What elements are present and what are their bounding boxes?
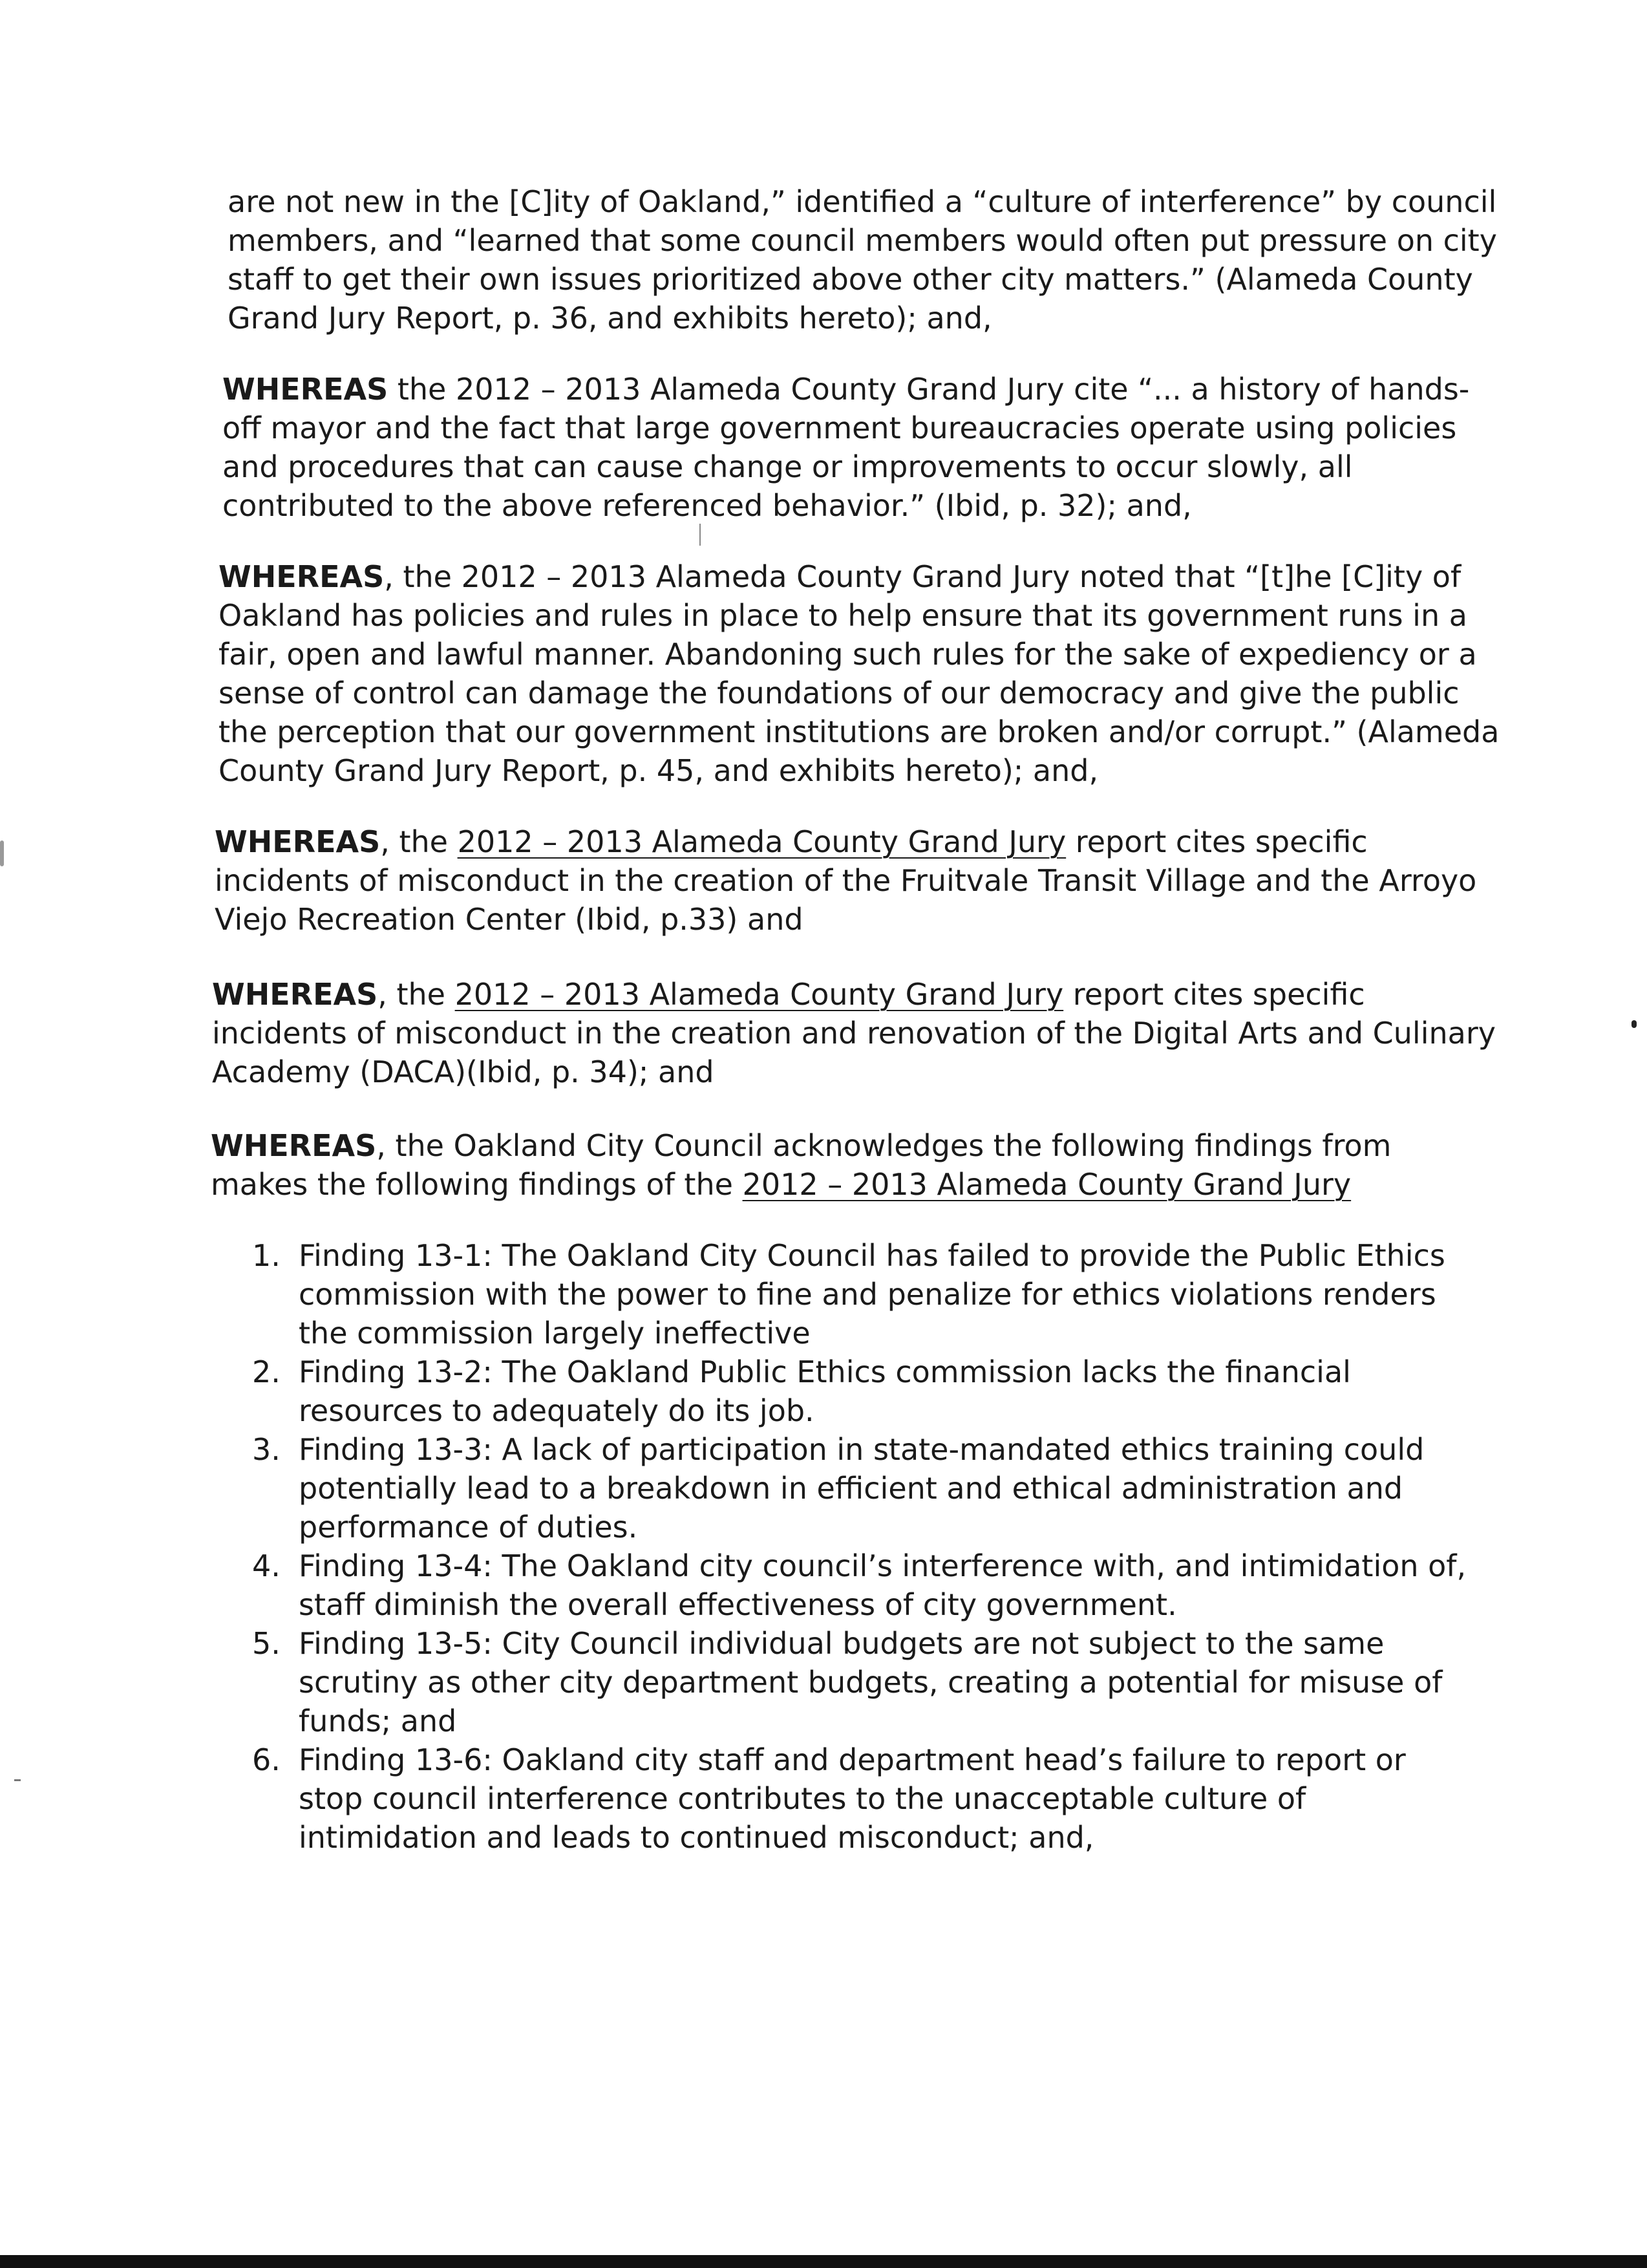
text-line: and procedures that can cause change or improvements to occur slowly, all bbox=[222, 449, 1353, 484]
text-line: County Grand Jury Report, p. 45, and exhibits hereto); and, bbox=[218, 753, 1099, 788]
finding-line: Finding 13-6: Oakland city staff and department head’s failure to report or bbox=[299, 1742, 1406, 1777]
scan-speck bbox=[1631, 1020, 1637, 1028]
finding-item bbox=[252, 1740, 1466, 1857]
text-fragment: makes the following findings of the bbox=[211, 1167, 743, 1202]
whereas-paragraph-policies bbox=[218, 557, 1499, 790]
scan-edge-mark bbox=[14, 1779, 21, 1781]
finding-number: 4. bbox=[252, 1548, 281, 1583]
grand-jury-report-reference: 2012 – 2013 Alameda County Grand Jury bbox=[742, 1167, 1352, 1202]
text-line: sense of control can damage the foundations of our democracy and give the public bbox=[218, 676, 1460, 711]
text-fragment: report cites specific bbox=[1066, 824, 1368, 859]
text-line: fair, open and lawful manner. Abandoning such rules for the sake of expediency or a bbox=[218, 637, 1477, 672]
finding-item bbox=[252, 1353, 1466, 1430]
whereas-paragraph-findings-intro bbox=[211, 1126, 1391, 1204]
finding-item bbox=[252, 1236, 1466, 1353]
finding-item bbox=[252, 1430, 1466, 1546]
finding-line: performance of duties. bbox=[299, 1510, 638, 1545]
text-line: Academy (DACA)(Ibid, p. 34); and bbox=[212, 1054, 714, 1089]
text-fragment: report cites specific bbox=[1063, 977, 1365, 1012]
text-fragment: , the 2012 – 2013 Alameda County Grand Jury noted that “[t]he [C]ity of bbox=[384, 559, 1461, 594]
text-line: are not new in the [C]ity of Oakland,” identified a “culture of interference” by council bbox=[228, 184, 1497, 219]
whereas-paragraph-daca bbox=[212, 975, 1496, 1091]
finding-line: stop council interference contributes to the unacceptable culture of bbox=[299, 1781, 1306, 1816]
whereas-paragraph-fruitvale bbox=[215, 822, 1476, 939]
text-line: the perception that our government institutions are broken and/or corrupt.” (Alameda bbox=[218, 714, 1500, 749]
grand-jury-report-reference: 2012 – 2013 Alameda County Grand Jury bbox=[457, 824, 1067, 859]
finding-item bbox=[252, 1546, 1466, 1624]
finding-number: 3. bbox=[252, 1432, 281, 1467]
text-line: Viejo Recreation Center (Ibid, p.33) and bbox=[215, 902, 803, 937]
text-line: Grand Jury Report, p. 36, and exhibits hereto); and, bbox=[228, 301, 992, 336]
text-line bbox=[222, 370, 1469, 409]
text-fragment: , the bbox=[377, 977, 455, 1012]
text-line: contributed to the above referenced behavior.” (Ibid, p. 32); and, bbox=[222, 488, 1192, 523]
finding-number: 1. bbox=[252, 1238, 281, 1273]
whereas-keyword: WHEREAS bbox=[211, 1128, 377, 1163]
text-fragment: the 2012 – 2013 Alameda County Grand Jury cite “... a history of hands- bbox=[388, 372, 1470, 407]
scan-speck bbox=[699, 524, 701, 546]
text-line bbox=[211, 1126, 1391, 1165]
findings-list bbox=[252, 1236, 1466, 1857]
finding-line: resources to adequately do its job. bbox=[299, 1393, 814, 1428]
text-line bbox=[212, 975, 1496, 1014]
text-line: incidents of misconduct in the creation and renovation of the Digital Arts and Culinary bbox=[212, 1016, 1496, 1051]
scan-edge-mark bbox=[0, 840, 4, 866]
grand-jury-report-reference: 2012 – 2013 Alameda County Grand Jury bbox=[454, 977, 1064, 1012]
text-line: staff to get their own issues prioritized above other city matters.” (Alameda County bbox=[228, 262, 1473, 297]
finding-number: 6. bbox=[252, 1742, 281, 1777]
finding-line: Finding 13-1: The Oakland City Council has failed to provide the Public Ethics bbox=[299, 1238, 1445, 1273]
text-line: incidents of misconduct in the creation of the Fruitvale Transit Village and the Arroyo bbox=[215, 863, 1477, 898]
text-fragment: , the bbox=[380, 824, 458, 859]
finding-number: 5. bbox=[252, 1626, 281, 1661]
finding-line: Finding 13-5: City Council individual budgets are not subject to the same bbox=[299, 1626, 1385, 1661]
text-line: off mayor and the fact that large government bureaucracies operate using policies bbox=[222, 411, 1457, 445]
finding-line: Finding 13-2: The Oakland Public Ethics commission lacks the financial bbox=[299, 1354, 1351, 1389]
whereas-keyword: WHEREAS bbox=[222, 372, 388, 407]
whereas-keyword: WHEREAS bbox=[218, 559, 385, 594]
finding-line: scrutiny as other city department budgets, creating a potential for misuse of bbox=[299, 1665, 1443, 1700]
text-line: Oakland has policies and rules in place to help ensure that its government runs in a bbox=[218, 598, 1467, 633]
whereas-keyword: WHEREAS bbox=[212, 977, 378, 1012]
finding-line: funds; and bbox=[299, 1704, 457, 1738]
paragraph-continuation bbox=[228, 182, 1497, 337]
whereas-keyword: WHEREAS bbox=[215, 824, 381, 859]
finding-line: Finding 13-4: The Oakland city council’s interference with, and intimidation of, bbox=[299, 1548, 1467, 1583]
scan-bottom-edge bbox=[0, 2255, 1647, 2268]
text-line: members, and “learned that some council members would often put pressure on city bbox=[228, 223, 1497, 258]
text-line bbox=[211, 1165, 1391, 1204]
text-fragment: , the Oakland City Council acknowledges the following findings from bbox=[376, 1128, 1392, 1163]
finding-line: potentially lead to a breakdown in efficient and ethical administration and bbox=[299, 1471, 1403, 1506]
text-line bbox=[215, 822, 1476, 861]
finding-line: the commission largely ineffective bbox=[299, 1316, 811, 1351]
finding-item bbox=[252, 1624, 1466, 1740]
finding-line: intimidation and leads to continued misconduct; and, bbox=[299, 1820, 1094, 1855]
finding-number: 2. bbox=[252, 1354, 281, 1389]
text-line bbox=[218, 557, 1499, 596]
whereas-paragraph-history bbox=[222, 370, 1469, 525]
finding-line: Finding 13-3: A lack of participation in state-mandated ethics training could bbox=[299, 1432, 1425, 1467]
finding-line: commission with the power to fine and penalize for ethics violations renders bbox=[299, 1277, 1436, 1312]
finding-line: staff diminish the overall effectiveness of city government. bbox=[299, 1587, 1177, 1622]
